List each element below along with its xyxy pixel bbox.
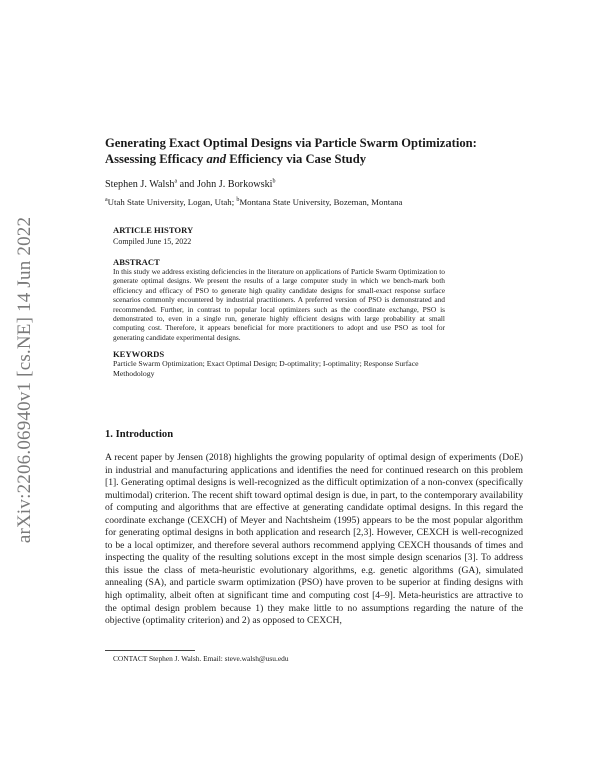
affiliation-b-mark: b bbox=[236, 197, 240, 204]
author-2-affiliation-mark: b bbox=[272, 178, 276, 185]
contact-footnote: CONTACT Stephen J. Walsh. Email: steve.walsh@usu.edu bbox=[113, 654, 289, 663]
author-list bbox=[105, 179, 276, 190]
abstract-text: In this study we address existing deficiencies in the literature on applications of Particle Swarm Optimization to generate optimal designs. We present the results of a large computer study in which we bench-mark both efficiency and efficacy of PSO to generate high quality candidate designs for small-exact response surface scenarios commonly encountered by industrial practitioners. A preferred version of PSO is demonstrated and recommended. Further, in contrast to popular local optimizers such as the coordinate exchange, PSO is demonstrated to, even in a single run, generate highly efficient designs with large probability at small computing cost. Therefore, it appears beneficial for more practitioners to adopt and use PSO as tool for generating candidate experimental designs. bbox=[113, 267, 445, 342]
title-line-1: Generating Exact Optimal Designs via Particle Swarm Optimization: bbox=[105, 136, 477, 150]
compiled-date: Compiled June 15, 2022 bbox=[113, 237, 192, 246]
keywords-text: Particle Swarm Optimization; Exact Optimal Design; D-optimality; I-optimality; Response Surface Methodology bbox=[113, 359, 419, 378]
affiliation-a: Utah State University, Logan, Utah; bbox=[107, 197, 237, 207]
footnote-rule bbox=[105, 650, 195, 651]
arxiv-identifier[interactable]: arXiv:2206.06940v1 [cs.NE] 14 Jun 2022 bbox=[14, 216, 35, 544]
author-2: John J. Borkowski bbox=[196, 179, 273, 190]
paper-title bbox=[105, 135, 525, 167]
keywords-heading: KEYWORDS bbox=[113, 349, 165, 359]
introduction-text: A recent paper by Jensen (2018) highlights the growing popularity of optimal design of experiments (DoE) in industrial and manufacturing applications and identifies the need for continued research on this problem [1]. Generating optimal designs is well-recognized as the difficult optimization of a non-convex (specifically multimodal) criterion. The recent shift toward optimal design is due, in part, to the contemporary availability of computing and algorithms that are effective at generating candidate optimal designs. In this regard the coordinate exchange (CEXCH) of Meyer and Nachtsheim (1995) appears to be the most popular algorithm for generating optimal designs in both application and research [2,3]. However, CEXCH is well-recognized to be a local optimizer, and therefore several authors recommend applying CEXCH thousands of times and inspecting the quality of the resulting solutions except in the most simple design scenarios [3]. To address this issue the class of meta-heuristic evolutionary algorithms, e.g. genetic algorithms (GA), simulated annealing (SA), and particle swarm optimization (PSO) have proven to be superior at finding designs with high optimality, albeit often at significant time and computing cost [4–9]. Meta-heuristics are attractive to the optimal design problem because 1) they make little to no assumptions regarding the nature of the objective (optimality criterion) and 2) as opposed to CEXCH, bbox=[105, 452, 523, 627]
affiliations bbox=[105, 197, 402, 207]
author-connector: and bbox=[177, 179, 197, 190]
affiliation-a-mark: a bbox=[105, 197, 108, 204]
author-1-affiliation-mark: a bbox=[174, 178, 178, 185]
introduction-heading: 1. Introduction bbox=[105, 429, 174, 440]
arxiv-side-stamp bbox=[10, 210, 40, 550]
abstract-heading: ABSTRACT bbox=[113, 257, 160, 267]
title-line-2-end: Efficiency via Case Study bbox=[226, 152, 366, 166]
title-emphasis: and bbox=[206, 152, 227, 166]
title-line-2 bbox=[105, 151, 525, 167]
article-history-heading: ARTICLE HISTORY bbox=[113, 225, 194, 235]
title-line-2-start: Assessing Efficacy bbox=[105, 152, 207, 166]
affiliation-b: Montana State University, Bozeman, Montana bbox=[239, 197, 403, 207]
author-1: Stephen J. Walsh bbox=[105, 179, 175, 190]
